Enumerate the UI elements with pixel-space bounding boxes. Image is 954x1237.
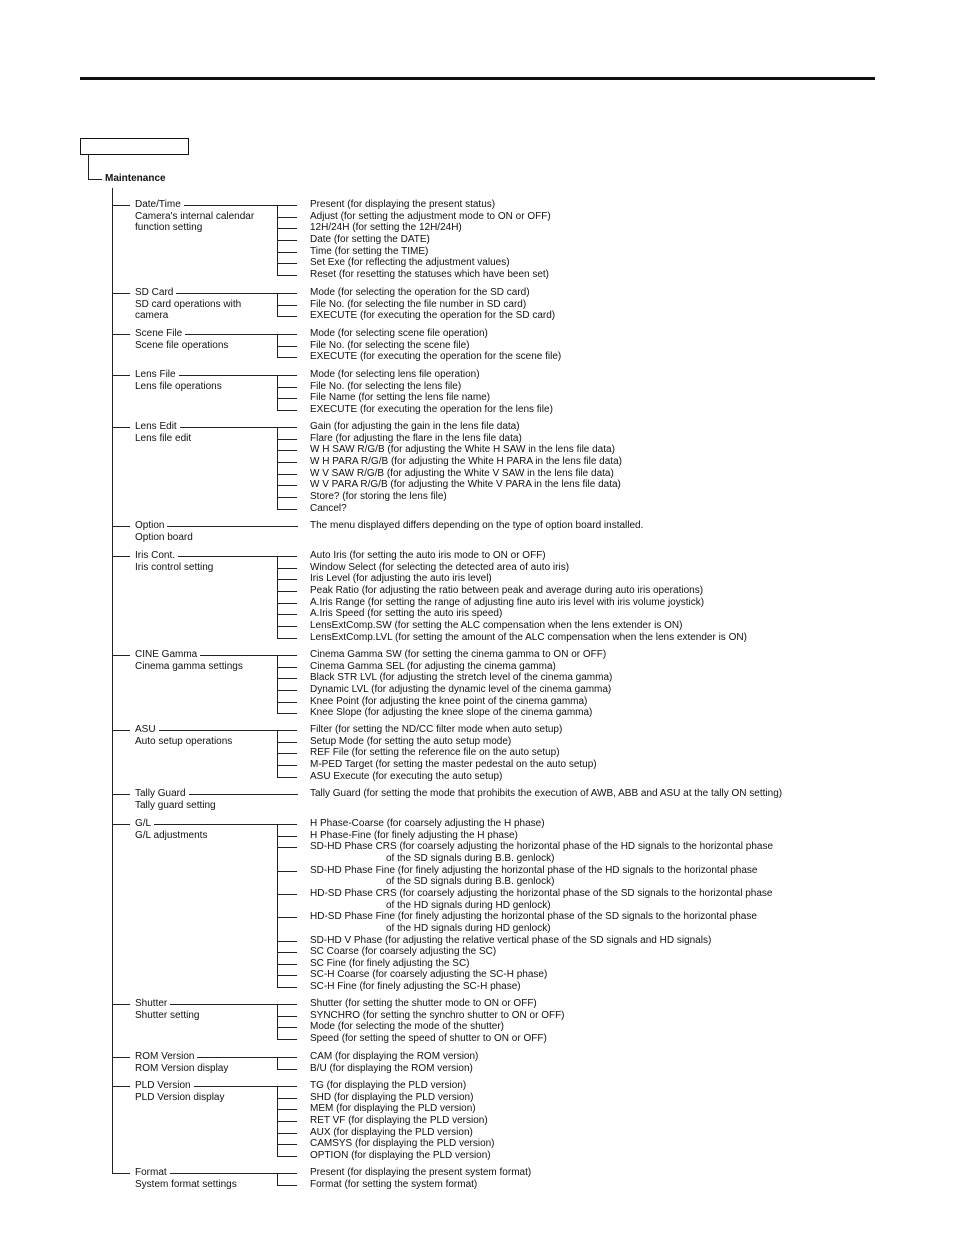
group-connector [159, 730, 277, 731]
item-label: LensExtComp.SW (for setting the ALC compensation when the lens extender is ON) [310, 619, 683, 631]
item-label: Setup Mode (for setting the auto setup mode) [310, 735, 512, 747]
item-trunk [277, 556, 278, 638]
item-branch [277, 427, 297, 428]
group-connector [170, 1004, 277, 1005]
item-label: Tally Guard (for setting the mode that prohibits the execution of AWB, ABB and ASU at the tally ON setting) [310, 788, 783, 799]
item-label: Cinema Gamma SW (for setting the cinema gamma to ON or OFF) [310, 649, 607, 660]
item-branch [277, 252, 297, 253]
item-label: Gain (for adjusting the gain in the lens file data) [310, 421, 520, 432]
item-label: W H SAW R/G/B (for adjusting the White H SAW in the lens file data) [310, 444, 615, 456]
group-desc: System format settings [135, 1178, 237, 1190]
item-branch [277, 450, 297, 451]
item-label: H Phase-Coarse (for coarsely adjusting the H phase) [310, 818, 545, 829]
group-desc: ROM Version display [135, 1062, 229, 1074]
group-connector [200, 655, 277, 656]
group-title-date-time: Date/Time [135, 199, 181, 210]
item-branch [277, 591, 297, 592]
item-label: Mode (for selecting the operation for the SD card) [310, 287, 530, 298]
item-branch [277, 626, 297, 627]
item-branch [277, 346, 297, 347]
item-branch [277, 1039, 297, 1040]
item-trunk [277, 1057, 278, 1069]
group-desc: Scene file operations [135, 339, 229, 351]
item-label: Reset (for resetting the statuses which have been set) [310, 268, 550, 280]
group-title-asu: ASU [135, 724, 156, 735]
item-label: TG (for displaying the PLD version) [310, 1080, 467, 1091]
group-desc: Cinema gamma settings [135, 660, 243, 672]
item-label: W V PARA R/G/B (for adjusting the White V PARA in the lens file data) [310, 479, 621, 491]
item-label: Cinema Gamma SEL (for adjusting the cinema gamma) [310, 660, 556, 672]
group-desc: camera [135, 310, 169, 322]
item-branch [277, 824, 297, 825]
item-trunk [277, 205, 278, 275]
item-label: Date (for setting the DATE) [310, 233, 430, 245]
group-title-shutter: Shutter [135, 998, 168, 1009]
item-label: File No. (for selecting the scene file) [310, 339, 470, 351]
item-label-continued: of the HD signals during HD genlock) [386, 899, 551, 911]
item-branch [277, 1156, 297, 1157]
item-label: EXECUTE (for executing the operation for the scene file) [310, 351, 562, 363]
item-branch [277, 1185, 297, 1186]
item-label: B/U (for displaying the ROM version) [310, 1062, 473, 1074]
group-branch [112, 655, 130, 656]
item-trunk [277, 1173, 278, 1185]
item-branch [277, 240, 297, 241]
item-trunk [277, 334, 278, 357]
item-label: OPTION (for displaying the PLD version) [310, 1149, 491, 1161]
item-branch [277, 305, 297, 306]
group-connector [176, 293, 277, 294]
group-title-format: Format [135, 1167, 167, 1178]
group-connector [189, 794, 298, 795]
item-label: A.Iris Range (for setting the range of adjusting fine auto iris level with iris volume joystick) [310, 596, 705, 608]
item-branch [277, 603, 297, 604]
item-label: File No. (for selecting the lens file) [310, 380, 462, 392]
item-label-continued: of the SD signals during B.B. genlock) [386, 876, 555, 888]
item-branch [277, 713, 297, 714]
item-branch [277, 941, 297, 942]
item-label: Mode (for selecting scene file operation) [310, 328, 488, 339]
item-branch [277, 1004, 297, 1005]
group-branch [112, 427, 130, 428]
item-branch [277, 690, 297, 691]
item-branch [277, 579, 297, 580]
item-branch [277, 975, 297, 976]
item-branch [277, 894, 297, 895]
item-branch [277, 485, 297, 486]
item-label: W V SAW R/G/B (for adjusting the White V SAW in the lens file data) [310, 467, 614, 479]
root-connector [88, 155, 89, 179]
item-branch [277, 375, 297, 376]
group-branch [112, 205, 130, 206]
group-branch [112, 1173, 130, 1174]
item-branch [277, 334, 297, 335]
item-branch [277, 205, 297, 206]
group-connector [180, 427, 277, 428]
item-branch [277, 316, 297, 317]
group-title-pld-version: PLD Version [135, 1080, 191, 1091]
group-connector [154, 824, 277, 825]
root-branch [88, 179, 102, 180]
item-branch [277, 410, 297, 411]
item-label: SC Fine (for finely adjusting the SC) [310, 957, 470, 969]
item-branch [277, 556, 297, 557]
group-connector [170, 1173, 277, 1174]
group-connector [178, 556, 277, 557]
item-branch [277, 614, 297, 615]
item-trunk [277, 427, 278, 509]
group-desc: Lens file edit [135, 432, 192, 444]
group-desc: function setting [135, 222, 203, 234]
header-rule [80, 77, 875, 80]
item-label: CAM (for displaying the ROM version) [310, 1051, 479, 1062]
item-trunk [277, 655, 278, 713]
item-label: CAMSYS (for displaying the PLD version) [310, 1138, 495, 1150]
item-branch [277, 1027, 297, 1028]
item-label: ASU Execute (for executing the auto setup) [310, 770, 503, 782]
item-label: SD-HD V Phase (for adjusting the relative vertical phase of the SD signals and HD signals) [310, 934, 712, 946]
item-branch [277, 678, 297, 679]
item-label: MEM (for displaying the PLD version) [310, 1103, 476, 1115]
group-branch [112, 824, 130, 825]
group-desc: SD card operations with [135, 298, 242, 310]
item-branch [277, 871, 297, 872]
item-label: File Name (for setting the lens file name) [310, 392, 491, 404]
item-label: Cancel? [310, 502, 347, 514]
item-branch [277, 228, 297, 229]
item-label: M-PED Target (for setting the master pedestal on the auto setup) [310, 758, 597, 770]
item-branch [277, 1173, 297, 1174]
item-trunk [277, 293, 278, 316]
item-trunk [277, 1086, 278, 1156]
item-label: Mode (for selecting the mode of the shutter) [310, 1021, 504, 1033]
menu-path-box [80, 138, 189, 155]
item-label: Shutter (for setting the shutter mode to ON or OFF) [310, 998, 537, 1009]
group-branch [112, 730, 130, 731]
item-label: A.Iris Speed (for setting the auto iris speed) [310, 608, 503, 620]
item-label: Iris Level (for adjusting the auto iris level) [310, 573, 492, 585]
group-desc: Lens file operations [135, 380, 222, 392]
item-label: Present (for displaying the present system format) [310, 1167, 532, 1178]
group-title-cine-gamma: CINE Gamma [135, 649, 198, 660]
item-label: SD-HD Phase CRS (for coarsely adjusting the horizontal phase of the HD signals to the horizontal phase [310, 841, 774, 853]
item-trunk [277, 375, 278, 410]
item-label: H Phase-Fine (for finely adjusting the H phase) [310, 829, 518, 841]
group-title-option: Option [135, 520, 165, 531]
item-trunk [277, 1004, 278, 1039]
item-label: HD-SD Phase CRS (for coarsely adjusting the horizontal phase of the SD signals to the horizontal phase [310, 887, 773, 899]
item-branch [277, 1086, 297, 1087]
item-branch [277, 497, 297, 498]
item-branch [277, 952, 297, 953]
item-label: Set Exe (for reflecting the adjustment values) [310, 257, 510, 269]
group-connector [197, 1057, 277, 1058]
item-branch [277, 1069, 297, 1070]
item-branch [277, 1121, 297, 1122]
item-branch [277, 398, 297, 399]
item-label: REF File (for setting the reference file on the auto setup) [310, 747, 560, 759]
item-label: 12H/24H (for setting the 12H/24H) [310, 222, 462, 234]
group-connector [167, 526, 298, 527]
item-label: Time (for setting the TIME) [310, 245, 429, 257]
item-branch [277, 275, 297, 276]
item-label: Store? (for storing the lens file) [310, 490, 447, 502]
item-trunk [277, 824, 278, 987]
item-branch [277, 474, 297, 475]
item-branch [277, 964, 297, 965]
item-label: Auto Iris (for setting the auto iris mode to ON or OFF) [310, 550, 546, 561]
group-branch [112, 375, 130, 376]
group-title-rom-version: ROM Version [135, 1051, 195, 1062]
group-title-tally-guard: Tally Guard [135, 788, 186, 799]
item-branch [277, 293, 297, 294]
item-label-continued: of the HD signals during HD genlock) [386, 922, 551, 934]
item-branch [277, 387, 297, 388]
group-connector [184, 205, 277, 206]
item-label: Adjust (for setting the adjustment mode to ON or OFF) [310, 210, 551, 222]
item-label: LensExtComp.LVL (for setting the amount of the ALC compensation when the lens extender is ON) [310, 631, 747, 643]
item-branch [277, 742, 297, 743]
item-label: File No. (for selecting the file number in SD card) [310, 298, 527, 310]
item-branch [277, 1144, 297, 1145]
item-label: SC Coarse (for coarsely adjusting the SC) [310, 946, 497, 958]
group-title-lens-file: Lens File [135, 369, 176, 380]
item-label: EXECUTE (for executing the operation for the SD card) [310, 310, 556, 322]
item-branch [277, 357, 297, 358]
item-branch [277, 568, 297, 569]
item-label: Format (for setting the system format) [310, 1178, 478, 1190]
item-branch [277, 462, 297, 463]
group-branch [112, 293, 130, 294]
item-branch [277, 730, 297, 731]
item-label: RET VF (for displaying the PLD version) [310, 1114, 488, 1126]
item-label: Window Select (for selecting the detected area of auto iris) [310, 561, 570, 573]
item-label: SC-H Coarse (for coarsely adjusting the SC-H phase) [310, 969, 548, 981]
item-branch [277, 753, 297, 754]
group-desc: Option board [135, 531, 193, 543]
item-branch [277, 655, 297, 656]
group-connector [179, 375, 277, 376]
item-branch [277, 1057, 297, 1058]
group-title-scene-file: Scene File [135, 328, 183, 339]
item-trunk [277, 730, 278, 777]
item-branch [277, 263, 297, 264]
item-label: The menu displayed differs depending on the type of option board installed. [310, 520, 644, 531]
item-branch [277, 667, 297, 668]
group-branch [112, 556, 130, 557]
group-desc: Iris control setting [135, 561, 214, 573]
item-label: Peak Ratio (for adjusting the ratio between peak and average during auto iris operations) [310, 584, 704, 596]
item-branch [277, 765, 297, 766]
item-label: Knee Point (for adjusting the knee point of the cinema gamma) [310, 695, 588, 707]
item-label: Flare (for adjusting the flare in the lens file data) [310, 432, 522, 444]
item-branch [277, 1133, 297, 1134]
item-label: SYNCHRO (for setting the synchro shutter to ON or OFF) [310, 1009, 565, 1021]
group-desc: Tally guard setting [135, 799, 216, 811]
group-title-sd-card: SD Card [135, 287, 174, 298]
item-label: Dynamic LVL (for adjusting the dynamic level of the cinema gamma) [310, 683, 612, 695]
group-connector [185, 334, 277, 335]
item-label: EXECUTE (for executing the operation for the lens file) [310, 403, 553, 415]
group-connector [194, 1086, 277, 1087]
item-branch [277, 1098, 297, 1099]
item-branch [277, 847, 297, 848]
group-desc: Camera's internal calendar [135, 210, 255, 222]
item-label: Black STR LVL (for adjusting the stretch level of the cinema gamma) [310, 672, 613, 684]
group-desc: Shutter setting [135, 1009, 200, 1021]
group-title-iris-cont: Iris Cont. [135, 550, 176, 561]
item-label: W H PARA R/G/B (for adjusting the White H PARA in the lens file data) [310, 455, 622, 467]
item-label: Filter (for setting the ND/CC filter mode when auto setup) [310, 724, 563, 735]
item-label: Knee Slope (for adjusting the knee slope of the cinema gamma) [310, 707, 593, 719]
item-label: Mode (for selecting lens file operation) [310, 369, 480, 380]
item-branch [277, 777, 297, 778]
item-label: Speed (for setting the speed of shutter to ON or OFF) [310, 1032, 547, 1044]
root-label: Maintenance [105, 173, 166, 184]
group-branch [112, 1057, 130, 1058]
item-branch [277, 917, 297, 918]
item-label: Present (for displaying the present status) [310, 199, 496, 210]
item-label-continued: of the SD signals during B.B. genlock) [386, 852, 555, 864]
item-label: HD-SD Phase Fine (for finely adjusting the horizontal phase of the SD signals to the horizontal phase [310, 911, 757, 923]
group-branch [112, 334, 130, 335]
item-branch [277, 638, 297, 639]
item-label: SC-H Fine (for finely adjusting the SC-H phase) [310, 981, 521, 993]
group-branch [112, 526, 130, 527]
group-desc: PLD Version display [135, 1091, 225, 1103]
item-branch [277, 987, 297, 988]
group-branch [112, 794, 130, 795]
item-branch [277, 1109, 297, 1110]
group-desc: Auto setup operations [135, 735, 233, 747]
group-branch [112, 1004, 130, 1005]
group-trunk [112, 188, 113, 1173]
item-label: AUX (for displaying the PLD version) [310, 1126, 473, 1138]
group-title-lens-edit: Lens Edit [135, 421, 177, 432]
item-branch [277, 439, 297, 440]
item-label: SD-HD Phase Fine (for finely adjusting the horizontal phase of the HD signals to the horizontal phase [310, 864, 758, 876]
group-branch [112, 1086, 130, 1087]
item-branch [277, 702, 297, 703]
group-desc: G/L adjustments [135, 829, 208, 841]
item-branch [277, 836, 297, 837]
group-title-g-l: G/L [135, 818, 152, 829]
item-label: SHD (for displaying the PLD version) [310, 1091, 474, 1103]
item-branch [277, 509, 297, 510]
item-branch [277, 217, 297, 218]
item-branch [277, 1016, 297, 1017]
